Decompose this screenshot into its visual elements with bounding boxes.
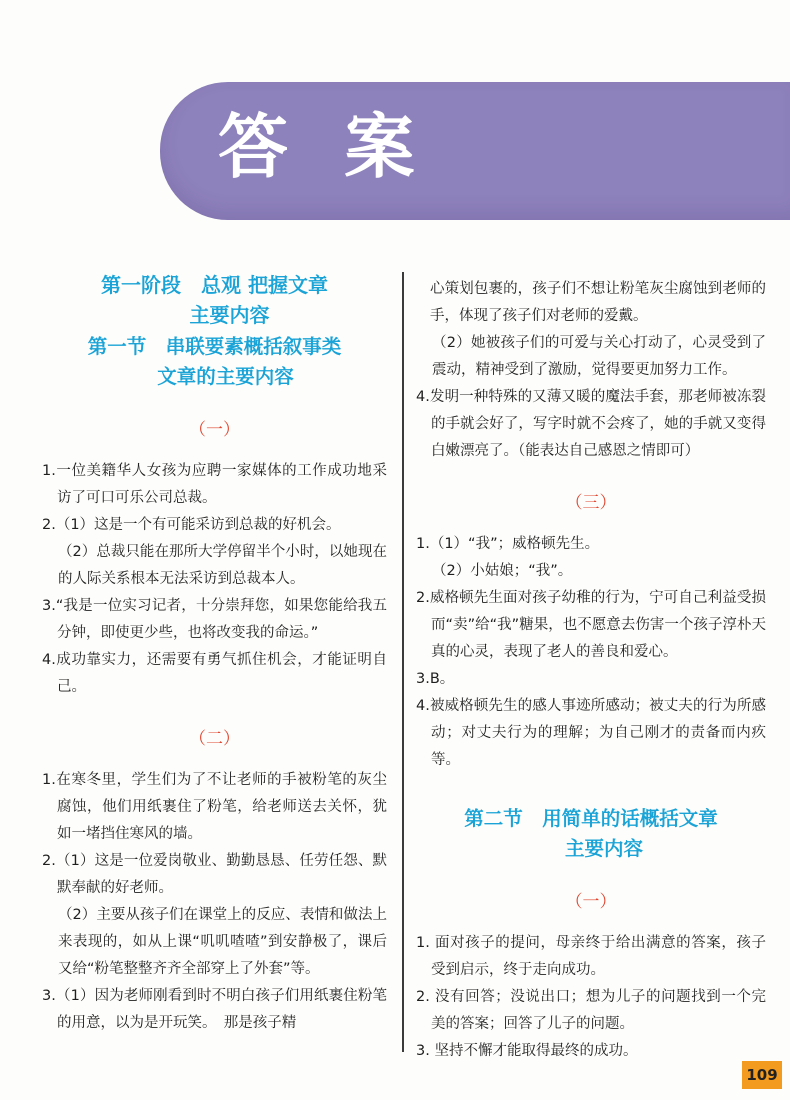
answer-list-section-2-part-1 [416, 930, 766, 1065]
section-2-title [416, 804, 766, 864]
answer-item: 3.（1）因为老师刚看到时不明白孩子们用纸裹住粉笔的用意，以为是开玩笑。 那是孩子精 [42, 988, 387, 1031]
answer-subitem: （2）她被孩子们的可爱与关心打动了，心灵受到了震动，精神受到了激励，觉得要更加努力工作。 [432, 335, 766, 378]
page-number: 109 [742, 1061, 782, 1089]
answer-item: 3.B。 [416, 671, 455, 687]
answer-list-part-3 [416, 531, 766, 774]
stage-title-line-1: 第一阶段 总观 把握文章 [101, 273, 328, 297]
answer-item: 2.威格顿先生面对孩子幼稚的行为，宁可自己利益受损而“卖”给“我”糖果，也不愿意去伤害一个孩子淳朴天真的心灵，表现了老人的善良和爱心。 [416, 590, 766, 660]
answer-item: 4.被威格顿先生的感人事迹所感动；被丈夫的行为所感动；对丈夫行为的理解；为自己刚才的责备而内疚等。 [416, 698, 766, 768]
answer-item: 4.发明一种特殊的又薄又暖的魔法手套，那老师被冻裂的手就会好了，写字时就不会疼了，她的手就又变得白嫩漂亮了。（能表达自己感恩之情即可） [416, 389, 766, 459]
page-title: 答 案 [218, 106, 431, 188]
left-column [42, 270, 387, 1037]
part-label-1: （一） [189, 420, 240, 440]
section-title-line-1: 第一节 串联要素概括叙事类 [87, 335, 342, 358]
answer-item: 3.“我是一位实习记者，十分崇拜您，如果您能给我五分钟，即使更少些，也将改变我的命运。” [42, 598, 387, 641]
answer-list-part-1 [42, 458, 387, 701]
stage-title-line-2: 主要内容 [189, 303, 270, 327]
part-label-s2-1: （一） [565, 892, 617, 912]
answer-item: 1.一位美籍华人女孩为应聘一家媒体的工作成功地采访了可口可乐公司总裁。 [42, 463, 387, 506]
section-title-line-2: 文章的主要内容 [157, 365, 294, 388]
section-title [42, 332, 387, 392]
section-2-title-line-1: 第二节 用简单的话概括文章 [464, 807, 718, 830]
section-2-title-line-2: 主要内容 [564, 837, 643, 860]
answer-item: 2.（1）这是一位爱岗敬业、勤勤恳恳、任劳任怨、默默奉献的好老师。 [42, 853, 387, 896]
column-divider [402, 272, 404, 1052]
answer-list-part-2 [42, 767, 387, 1037]
answer-item: 1.（1）“我”；威格顿先生。 [416, 536, 600, 552]
answer-continuation: 心策划包裹的，孩子们不想让粉笔灰尘腐蚀到老师的手，体现了孩子们对老师的爱戴。 [430, 281, 766, 324]
answer-item: 3. 坚持不懈才能取得最终的成功。 [416, 1043, 638, 1059]
answer-list-part-2-continued [416, 276, 766, 465]
part-label-3: （三） [565, 493, 617, 513]
answer-subitem: （2）主要从孩子们在课堂上的反应、表情和做法上来表现的，如从上课“叽叽喳喳”到安静极了，课后又给“粉笔整整齐齐全部穿上了外套”等。 [58, 907, 387, 977]
stage-title [42, 270, 387, 330]
answer-item: 2. 没有回答；没说出口；想为儿子的问题找到一个完美的答案；回答了儿子的问题。 [416, 989, 766, 1032]
answer-subitem: （2）小姑娘；“我”。 [432, 563, 573, 579]
answer-item: 2.（1）这是一个有可能采访到总裁的好机会。 [42, 517, 341, 533]
right-column [416, 276, 766, 1065]
answer-item: 1. 面对孩子的提问，母亲终于给出满意的答案，孩子受到启示，终于走向成功。 [416, 935, 766, 978]
answer-subitem: （2）总裁只能在那所大学停留半个小时，以她现在的人际关系根本无法采访到总裁本人。 [58, 544, 387, 587]
part-label-2: （二） [189, 729, 240, 749]
answer-item: 4.成功靠实力，还需要有勇气抓住机会，才能证明自己。 [42, 652, 387, 695]
answer-item: 1.在寒冬里，学生们为了不让老师的手被粉笔的灰尘腐蚀，他们用纸裹住了粉笔，给老师送去关怀，犹如一堵挡住寒风的墙。 [42, 772, 387, 842]
